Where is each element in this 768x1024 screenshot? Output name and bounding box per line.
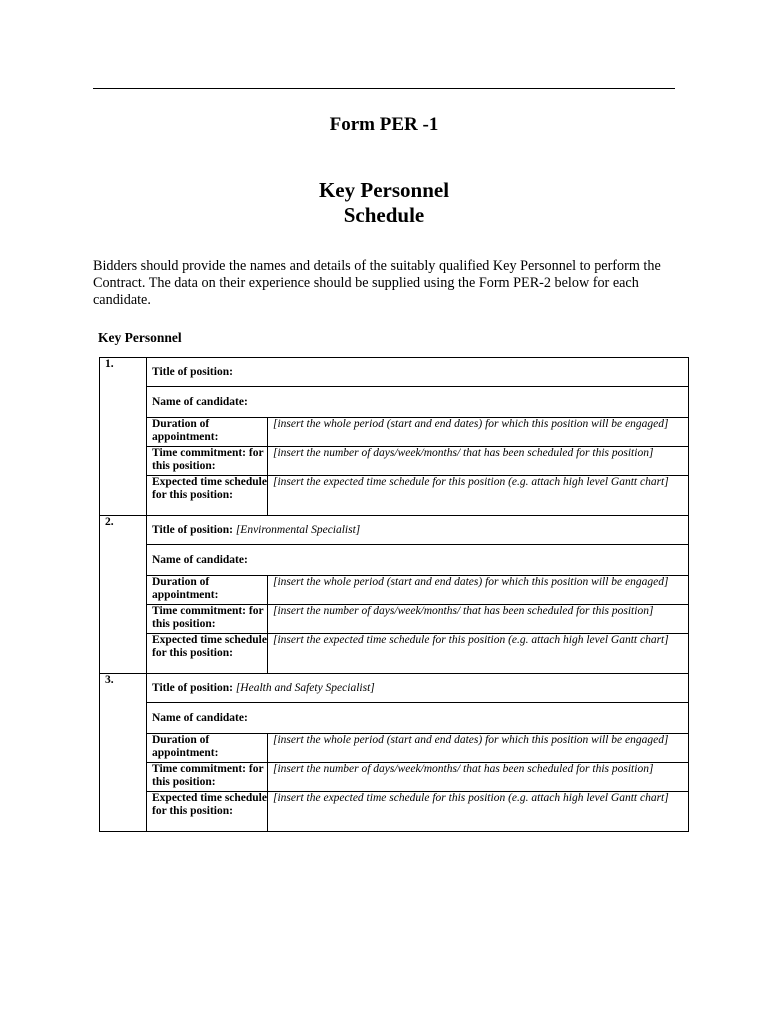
time-commitment-label: Time commitment: for this position:	[147, 763, 268, 792]
duration-value[interactable]: [insert the whole period (start and end dates) for which this position will be engaged]	[268, 418, 689, 447]
name-of-candidate-label: Name of candidate:	[152, 553, 248, 566]
time-commitment-value[interactable]: [insert the number of days/week/months/ that has been scheduled for this position]	[268, 447, 689, 476]
key-personnel-table	[99, 357, 689, 832]
duration-label: Duration of appointment:	[147, 734, 268, 763]
expected-schedule-value[interactable]: [insert the expected time schedule for this position (e.g. attach high level Gantt chart]	[268, 476, 689, 516]
position-row-name	[100, 387, 689, 418]
position-number: 2.	[100, 516, 147, 674]
position-row-name	[100, 703, 689, 734]
title-of-position-label: Title of position:	[152, 523, 233, 536]
position-number: 3.	[100, 674, 147, 832]
position-row-time-commitment	[100, 447, 689, 476]
position-row-duration	[100, 576, 689, 605]
expected-schedule-value[interactable]: [insert the expected time schedule for this position (e.g. attach high level Gantt chart]	[268, 634, 689, 674]
title-of-position-value: [Environmental Specialist]	[235, 523, 361, 536]
position-row-duration	[100, 418, 689, 447]
position-row-schedule	[100, 792, 689, 832]
time-commitment-value[interactable]: [insert the number of days/week/months/ that has been scheduled for this position]	[268, 605, 689, 634]
position-row-title	[100, 516, 689, 545]
title-of-position-label: Title of position:	[152, 681, 233, 694]
position-row-schedule	[100, 634, 689, 674]
expected-schedule-label: Expected time schedule for this position:	[147, 792, 268, 832]
name-of-candidate-label: Name of candidate:	[152, 395, 248, 408]
top-rule	[93, 88, 675, 89]
duration-label: Duration of appointment:	[147, 576, 268, 605]
position-row-name	[100, 545, 689, 576]
expected-schedule-value[interactable]: [insert the expected time schedule for this position (e.g. attach high level Gantt chart]	[268, 792, 689, 832]
title-of-position-cell[interactable]	[147, 358, 689, 387]
title-of-position-value: [Health and Safety Specialist]	[235, 681, 375, 694]
position-row-time-commitment	[100, 605, 689, 634]
name-of-candidate-cell[interactable]	[147, 703, 689, 734]
page-title	[0, 178, 768, 228]
page-title-line1: Key Personnel	[318, 178, 450, 202]
duration-value[interactable]: [insert the whole period (start and end dates) for which this position will be engaged]	[268, 734, 689, 763]
time-commitment-value[interactable]: [insert the number of days/week/months/ that has been scheduled for this position]	[268, 763, 689, 792]
title-of-position-cell[interactable]	[147, 674, 689, 703]
position-row-title	[100, 358, 689, 387]
time-commitment-label: Time commitment: for this position:	[147, 605, 268, 634]
name-of-candidate-cell[interactable]	[147, 387, 689, 418]
section-label: Key Personnel	[98, 330, 182, 345]
expected-schedule-label: Expected time schedule for this position:	[147, 634, 268, 674]
form-id: Form PER -1	[329, 114, 439, 135]
name-of-candidate-cell[interactable]	[147, 545, 689, 576]
duration-value[interactable]: [insert the whole period (start and end dates) for which this position will be engaged]	[268, 576, 689, 605]
position-row-duration	[100, 734, 689, 763]
position-row-time-commitment	[100, 763, 689, 792]
position-row-title	[100, 674, 689, 703]
intro-paragraph: Bidders should provide the names and details of the suitably qualified Key Personnel to perform the Contract. The data on their experience should be supplied using the Form PER-2 below for each candidate.	[93, 258, 661, 308]
page-title-line2: Schedule	[343, 203, 425, 227]
time-commitment-label: Time commitment: for this position:	[147, 447, 268, 476]
title-of-position-cell[interactable]	[147, 516, 689, 545]
title-of-position-label: Title of position:	[152, 365, 233, 378]
position-number: 1.	[100, 358, 147, 516]
expected-schedule-label: Expected time schedule for this position:	[147, 476, 268, 516]
position-row-schedule	[100, 476, 689, 516]
name-of-candidate-label: Name of candidate:	[152, 711, 248, 724]
duration-label: Duration of appointment:	[147, 418, 268, 447]
